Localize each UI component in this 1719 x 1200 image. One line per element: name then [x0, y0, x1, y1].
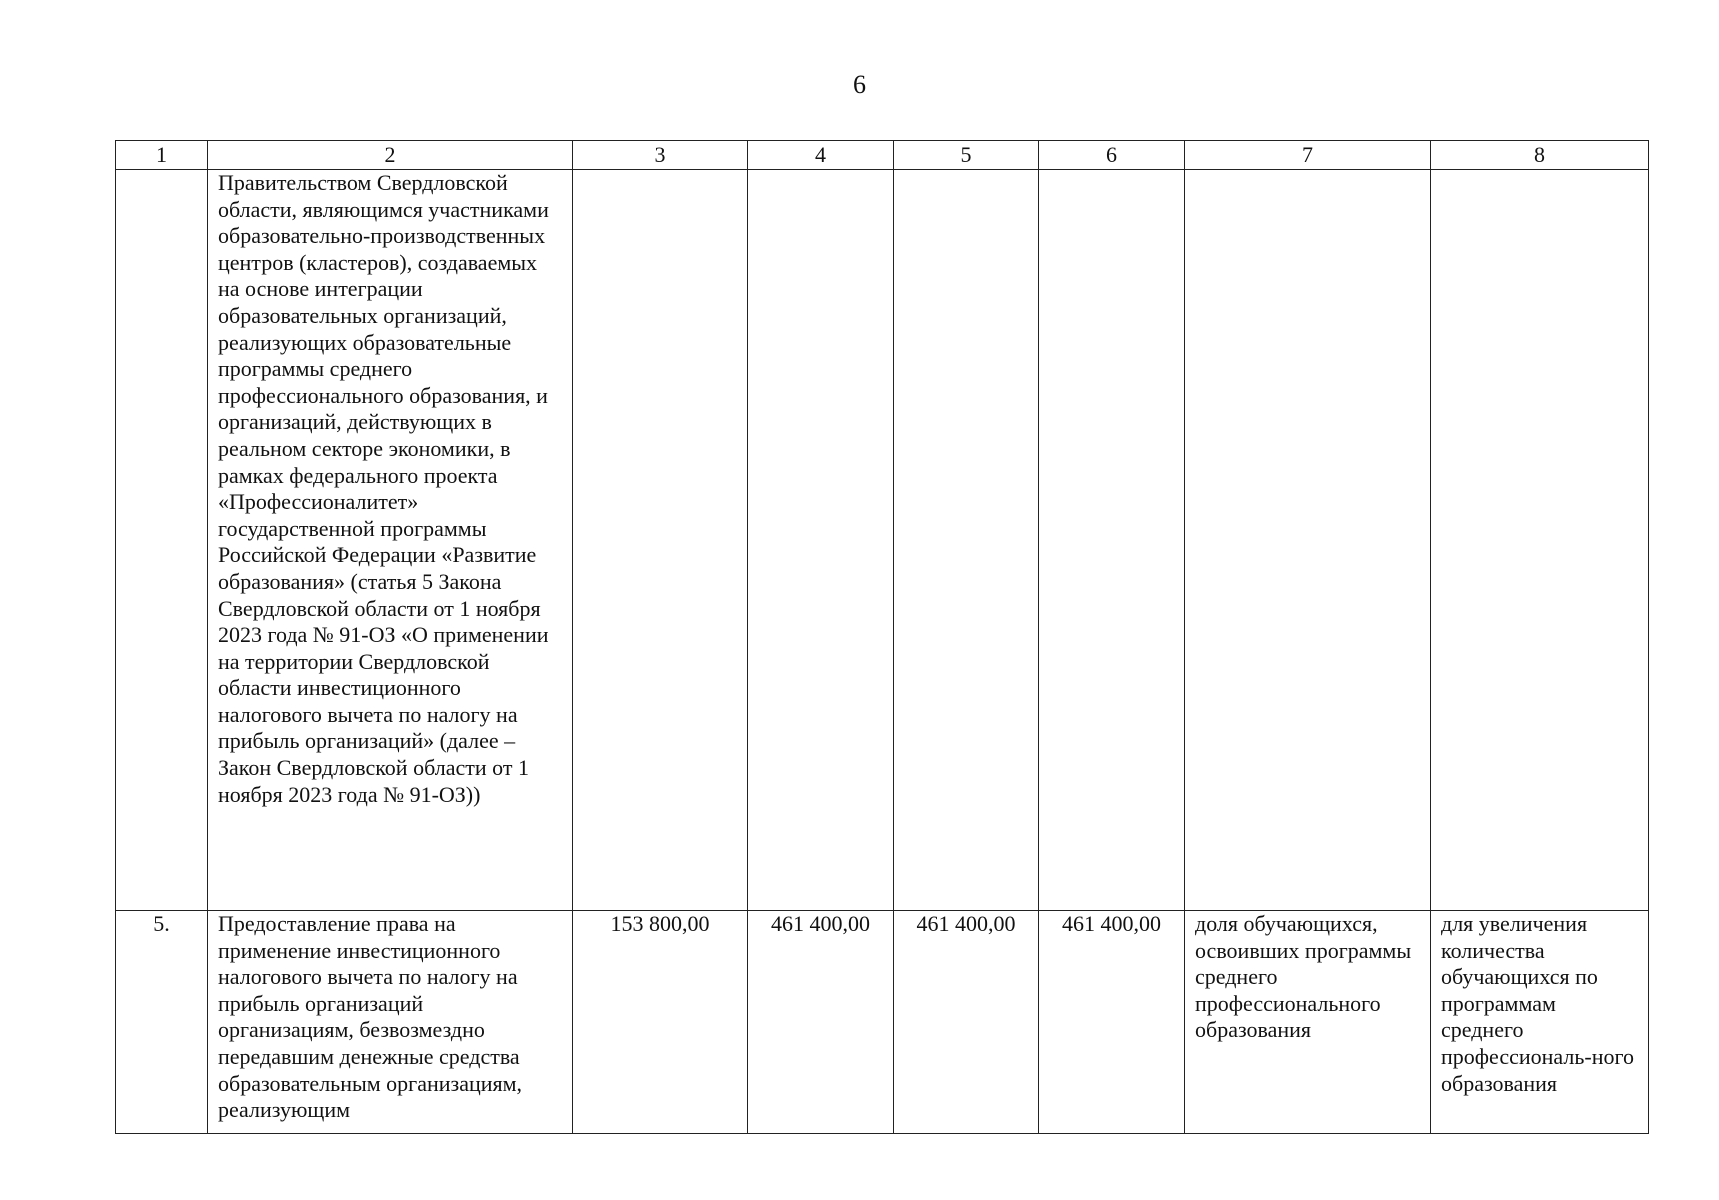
amount-cell-5: 461 400,00 [894, 911, 1039, 1134]
amount-cell-6 [1039, 170, 1185, 911]
purpose-cell [1431, 170, 1649, 911]
column-header-1: 1 [116, 141, 208, 170]
column-header-2: 2 [208, 141, 573, 170]
column-header-5: 5 [894, 141, 1039, 170]
amount-cell-4 [748, 170, 894, 911]
row-number-cell [116, 170, 208, 911]
benefit-description-cell: Предоставление права на применение инвестиционного налогового вычета по налогу на прибыль организаций организациям, безвозмездно передавшим денежные средства образовательным организациям, реализующим [208, 911, 573, 1134]
table-row [116, 911, 1649, 1134]
column-header-3: 3 [573, 141, 748, 170]
amount-cell-6: 461 400,00 [1039, 911, 1185, 1134]
amount-cell-3: 153 800,00 [573, 911, 748, 1134]
indicator-cell: доля обучающихся, освоивших программы среднего профессионального образования [1185, 911, 1431, 1134]
column-header-7: 7 [1185, 141, 1431, 170]
row-number-cell: 5. [116, 911, 208, 1134]
amount-cell-3 [573, 170, 748, 911]
amount-cell-4: 461 400,00 [748, 911, 894, 1134]
benefit-description-cell: Правительством Свердловской области, являющимся участниками образовательно-производственных центров (кластеров), создаваемых на основе интеграции образовательных организаций, реализующих образовательные программы среднего профессионального образования, и организаций, действующих в реальном секторе экономики, в рамках федерального проекта «Профессионалитет» государственной программы Российской Федерации «Развитие образования» (статья 5 Закона Свердловской области от 1 ноября 2023 года № 91-ОЗ «О применении на территории Свердловской области инвестиционного налогового вычета по налогу на прибыль организаций» (далее – Закон Свердловской области от 1 ноября 2023 года № 91-ОЗ)) [208, 170, 573, 911]
benefits-table [115, 140, 1649, 1134]
page-number: 6 [853, 70, 866, 99]
table-row [116, 170, 1649, 911]
purpose-cell: для увеличения количества обучающихся по программам среднего профессиональ-ного образования [1431, 911, 1649, 1134]
header-row [116, 141, 1649, 170]
column-header-4: 4 [748, 141, 894, 170]
column-header-8: 8 [1431, 141, 1649, 170]
indicator-cell [1185, 170, 1431, 911]
amount-cell-5 [894, 170, 1039, 911]
column-header-6: 6 [1039, 141, 1185, 170]
